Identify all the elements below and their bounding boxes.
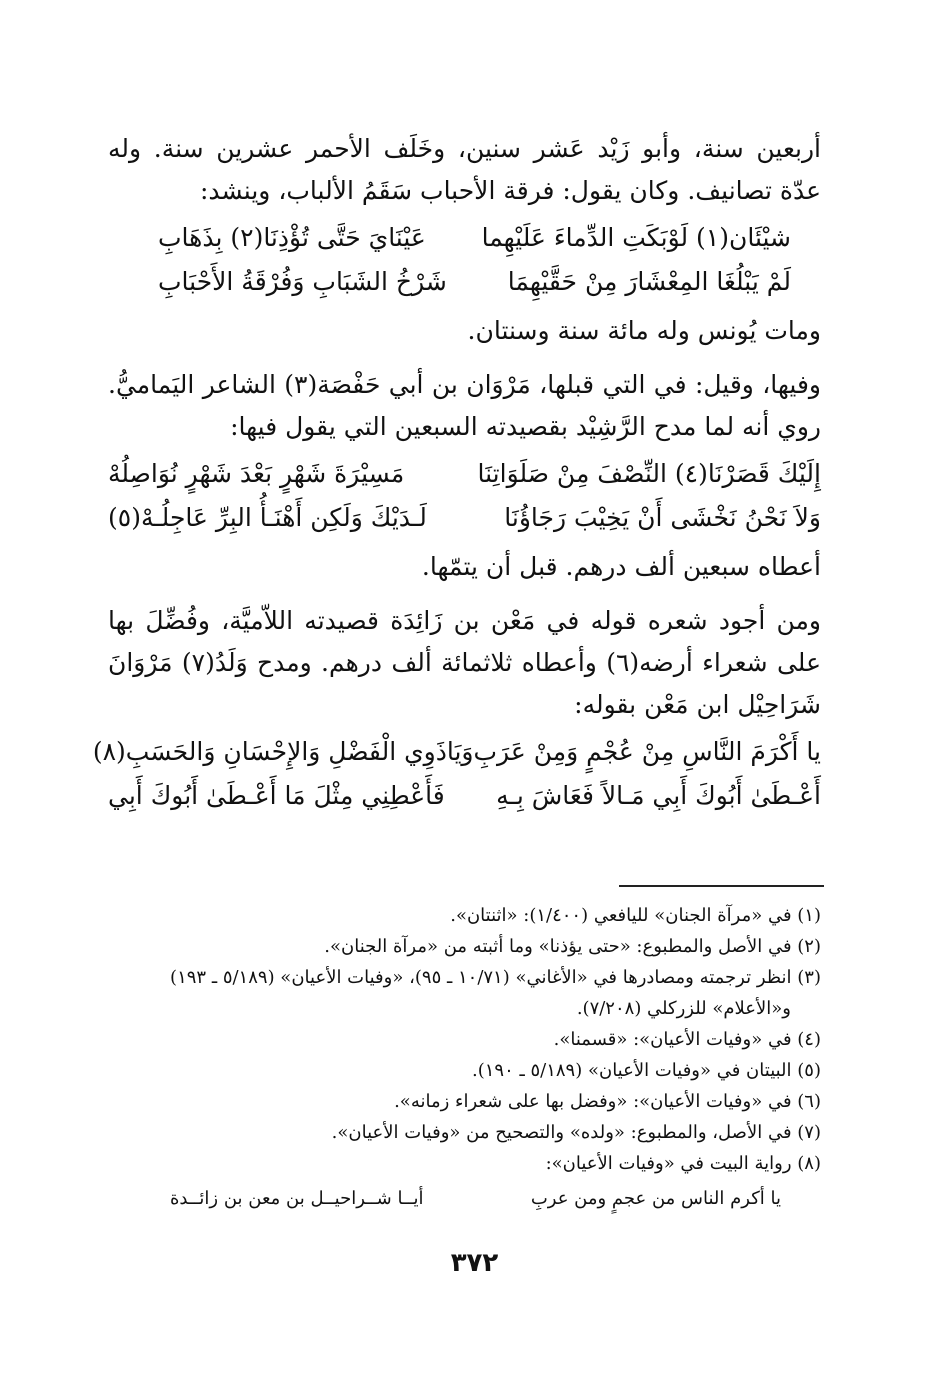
paragraph-1: أربعين سنة، وأبو زَيْد عَشر سنين، وخَلَف الأحمر عشرين سنة. وله عدّة تصانيف. وكان يقول: فرقة الأحباب سَقَمُ الألباب، وينشد: [108, 134, 821, 205]
hemistich-first: يا أكرم الناس من عجمٍ ومن عربِ [530, 1188, 781, 1209]
hemistich-second: أيــا شــراحيــل بن معن بن زائــدة [170, 1188, 424, 1209]
hemistich-second: فَأَعْطِنِي مِثْلَ مَا أَعْـطَىٰ أَبُوكَ أَبِي [108, 781, 445, 810]
footnote-8-verse [120, 1183, 821, 1214]
poem-2-line-2 [108, 496, 821, 540]
footnote-3: (٣) انظر ترجمته ومصادرها في «الأغاني» (١٠/٧١ ـ ٩٥)، «وفيات الأعيان» (٥/١٨٩ ـ ١٩٣) [170, 967, 821, 988]
main-text [92, 128, 821, 824]
footnotes [120, 900, 821, 1214]
footnote-3-continued: و«الأعلام» للزركلي (٧/٢٠٨). [576, 998, 791, 1019]
hemistich-first: أَعْـطَىٰ أَبُوكَ أَبِي مَـالاً فَعَاشَ بِـهِ [496, 781, 821, 810]
poem-1 [108, 216, 821, 304]
poem-1-line-1 [108, 216, 821, 260]
hemistich-second: مَسِيْرَةَ شَهْرٍ بَعْدَ شَهْرٍ نُوَاصِلُهْ [108, 459, 405, 488]
footnote-8: (٨) رواية البيت في «وفيات الأعيان»: [545, 1153, 821, 1174]
hemistich-second: وَيَاذَوِي الْفَضْلِ وَالإِحْسَانِ وَالحَسَبِ(٨) [92, 737, 474, 766]
paragraph-4: أعطاه سبعين ألف درهم. قبل أن يتمّها. [421, 552, 821, 581]
poem-3-line-1 [92, 730, 821, 774]
hemistich-second: عَيْنَايَ حَتَّى تُؤْذِنَا(٢) بِذَهَابِ [158, 223, 426, 252]
hemistich-first: لَمْ يَبْلُغَا المِعْشَارَ مِنْ حَقَّيْهِمَا [507, 267, 791, 296]
hemistich-first: يا أَكْرَمَ النَّاسِ مِنْ عُجْمٍ وَمِنْ عَرَبِ [473, 737, 821, 766]
hemistich-first: إِلَيْكَ قَصَرْنَا(٤) النِّصْفَ مِنْ صَلَوَاتِنَا [477, 459, 821, 488]
footnote-divider [619, 885, 824, 887]
poem-2 [108, 452, 821, 540]
hemistich-first: شيْئَان(١) لَوْبَكَتِ الدِّماءَ عَلَيْهِما [481, 223, 791, 252]
paragraph-3: وفيها، وقيل: في التي قبلها، مَرْوَان بن أبي حَفْصَة(٣) الشاعر اليَماميُّ. روي أنه لما مدح الرَّشِيْد بقصيدته السبعين التي يقول فيها: [108, 370, 821, 441]
poem-1-line-2 [108, 260, 821, 304]
paragraph-2: ومات يُونس وله مائة سنة وسنتان. [467, 316, 821, 345]
footnote-4: (٤) في «وفيات الأعيان»: «قسمنا». [553, 1029, 821, 1050]
footnote-5: (٥) البيتان في «وفيات الأعيان» (٥/١٨٩ ـ ١٩٠). [471, 1060, 821, 1081]
hemistich-second: شَرْخُ الشَبَابِ وَفُرْقَةُ الأَحْبَابِ [158, 267, 447, 296]
hemistich-second: لَـدَيْكَ وَلَكِن أَهْنَـأُ البِرِّ عَاجِلُـهْ(٥) [108, 503, 427, 532]
poem-3-line-2 [108, 774, 821, 818]
footnote-7: (٧) في الأصل، والمطبوع: «ولده» والتصحيح من «وفيات الأعيان». [331, 1122, 821, 1143]
footnote-1: (١) في «مرآة الجنان» لليافعي (١/٤٠٠): «اثنتان». [450, 905, 821, 926]
footnote-2: (٢) في الأصل والمطبوع: «حتى يؤذنا» وما أثبته من «مرآة الجنان». [324, 936, 821, 957]
hemistich-first: وَلاَ نَحْنُ نَخْشَى أَنْ يَخِيْبَ رَجَاؤُنَا [504, 503, 821, 532]
poem-2-line-1 [108, 452, 821, 496]
page-number: ٣٧٢ [450, 1248, 499, 1278]
footnote-6: (٦) في «وفيات الأعيان»: «وفضل بها على شعراء زمانه». [394, 1091, 821, 1112]
paragraph-5: ومن أجود شعره قوله في مَعْن بن زَائِدَة قصيدته اللاّميَّة، وفُضِّلَ بها على شعراء أرضه(٦) وأعطاه ثلاثمائة ألف درهم. ومدح وَلَدُ(٧) مَرْوَانَ شَرَاحِيْل ابن مَعْن بقوله: [108, 606, 821, 719]
poem-3 [92, 730, 821, 818]
